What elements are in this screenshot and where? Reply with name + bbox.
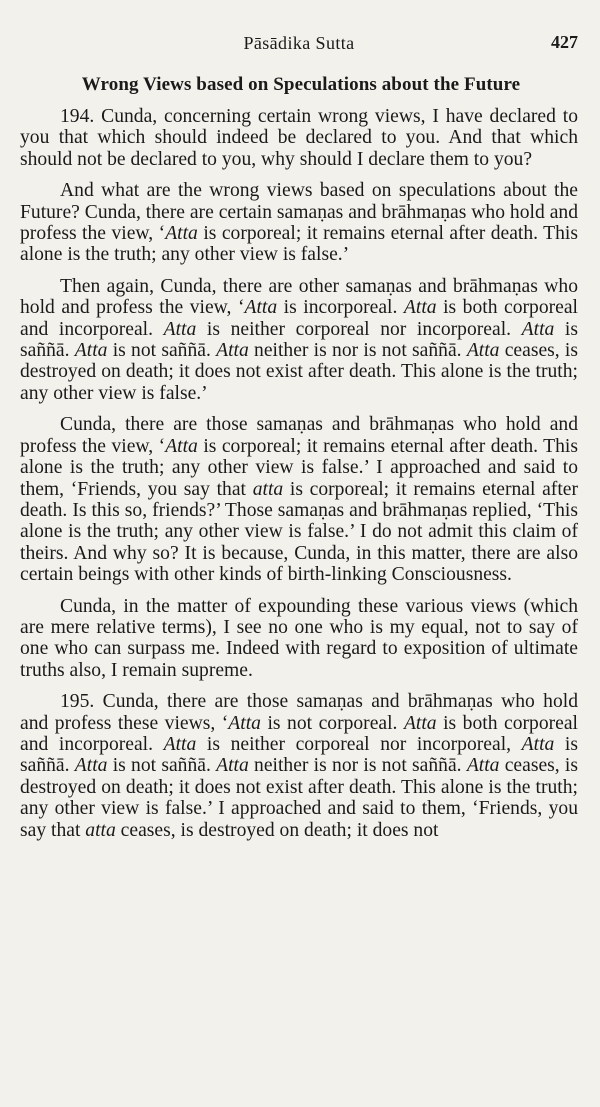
running-title: Pāsādika Sutta xyxy=(243,33,355,53)
paragraph: Then again, Cunda, there are other samaṇas and brāhmaṇas who hold and profess the view, ‘Atta is incorporeal. Atta is both corporeal and incorporeal. Atta is neither corporeal nor incorporeal. Atta is saññā. Atta is not saññā. Atta neither is nor is not saññā. Atta ceases, is destroyed on death; it does not exist after death. This alone is the truth; any other view is false.’ xyxy=(20,275,578,404)
page-number: 427 xyxy=(551,32,578,52)
paragraph: And what are the wrong views based on speculations about the Future? Cunda, there are certain samaṇas and brāhmaṇas who hold and profess the view, ‘Atta is corporeal; it remains eternal after death. This alone is the truth; any other view is false.’ xyxy=(20,180,578,266)
paragraph: 195. Cunda, there are those samaṇas and brāhmaṇas who hold and profess these views, ‘Atta is not corporeal. Atta is both corporeal and incorporeal. Atta is neither corporeal nor incorporeal, Atta is saññā. Atta is not saññā. Atta neither is nor is not saññā. Atta ceases, is destroyed on death; it does not exist after death. This alone is the truth; any other view is false.’ I approached and said to them, ‘Friends, you say that atta ceases, is destroyed on death; it does not xyxy=(20,691,578,841)
paragraph: 194. Cunda, concerning certain wrong views, I have declared to you that which should indeed be declared to you. And that which should not be declared to you, why should I declare them to you? xyxy=(20,106,578,170)
page-header xyxy=(20,33,578,57)
section-heading: Wrong Views based on Speculations about the Future xyxy=(81,74,521,95)
paragraph: Cunda, in the matter of expounding these various views (which are mere relative terms), I see no one who is my equal, not to say of one who can surpass me. Indeed with regard to exposition of ultimate truths also, I remain supreme. xyxy=(20,595,578,681)
paragraph: Cunda, there are those samaṇas and brāhmaṇas who hold and profess the view, ‘Atta is corporeal; it remains eternal after death. This alone is the truth; any other view is false.’ I approached and said to them, ‘Friends, you say that atta is corporeal; it remains eternal after death. Is this so, friends?’ Those samaṇas and brāhmaṇas replied, ‘This alone is the truth; any other view is false.’ I do not admit this claim of theirs. And why so? It is because, Cunda, in this matter, there are also certain beings with other kinds of birth-linking Consciousness. xyxy=(20,414,578,586)
body-text xyxy=(20,106,578,851)
